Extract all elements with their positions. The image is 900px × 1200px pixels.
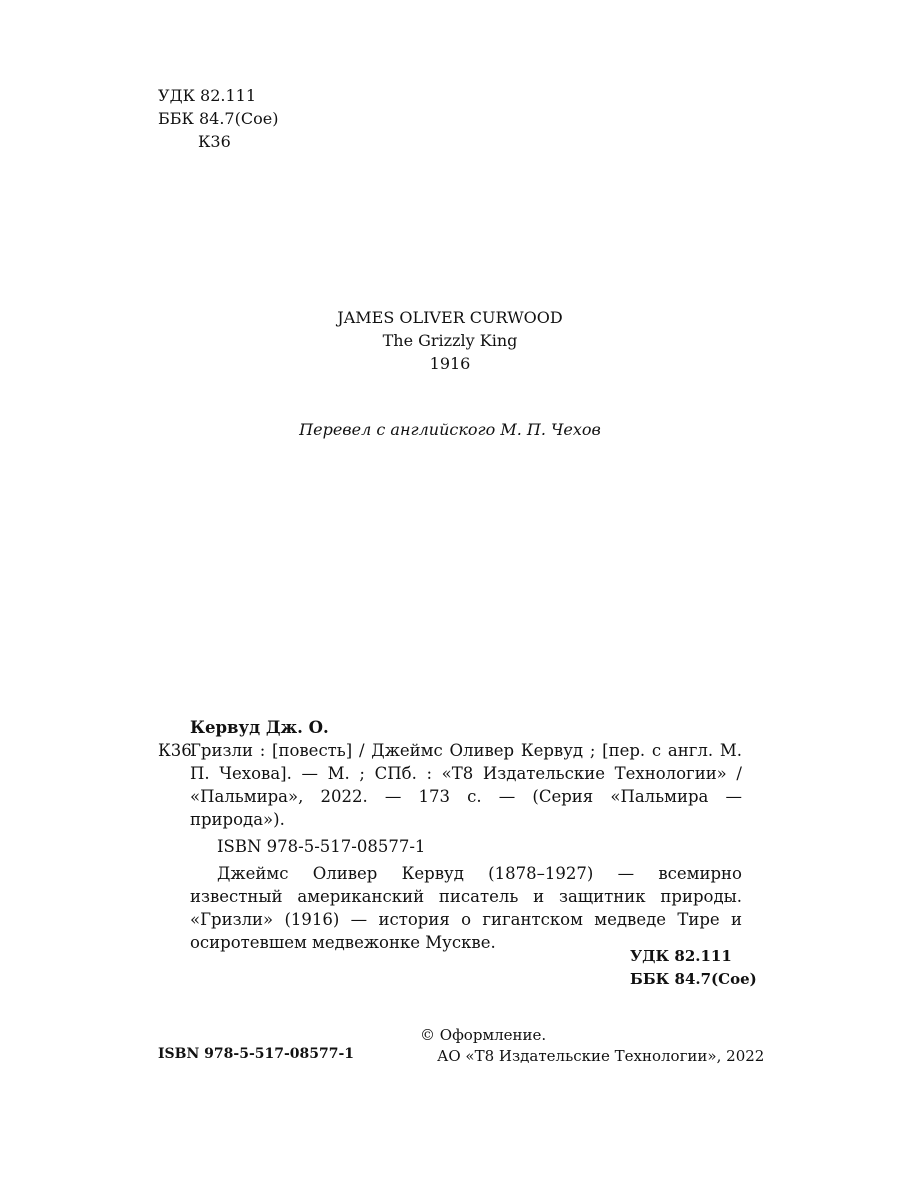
original-edition-block	[0, 306, 900, 375]
translator-credit: Перевел с английского М. П. Чехов	[299, 420, 601, 439]
record-isbn: ISBN 978-5-517-08577-1	[217, 837, 426, 856]
record-bbk: ББК 84.7(Сое)	[630, 970, 757, 988]
bbk-code: ББК 84.7(Сое)	[158, 109, 279, 128]
bottom-isbn: ISBN 978-5-517-08577-1	[158, 1046, 355, 1062]
annotation: Джеймс Оливер Кервуд (1878–1927) — всемирно известный американский писатель и защитник природы. «Гризли» (1916) — история о гигантском медведе Тире и осиротевшем медвежонке Мускве.	[190, 864, 742, 952]
copyright-notice	[420, 1025, 764, 1067]
udk-code: УДК 82.111	[158, 86, 257, 105]
original-year: 1916	[429, 354, 471, 373]
bibliographic-description: Гризли : [повесть] / Джеймс Оливер Кервуд ; [пер. с англ. М. П. Чехова]. — М. ; СПб. : «Т8 Издательские Технологии» / «Пальмира», 2022. — 173 с. — (Серия «Пальмира — природа»).	[190, 741, 742, 829]
author-mark: К36	[198, 132, 231, 151]
author-heading: Кервуд Дж. О.	[190, 718, 329, 737]
copyright-line-2: АО «Т8 Издательские Технологии», 2022	[437, 1047, 765, 1065]
bibliographic-record	[158, 716, 742, 954]
original-author: JAMES OLIVER CURWOOD	[337, 308, 563, 327]
entry-author-mark: К36	[158, 741, 192, 760]
copyright-line-1: © Оформление.	[420, 1026, 547, 1044]
record-classification-codes	[630, 945, 757, 991]
original-title: The Grizzly King	[382, 331, 518, 350]
library-codes	[158, 84, 278, 153]
bibliographic-entry	[158, 739, 742, 831]
record-udk: УДК 82.111	[630, 947, 732, 965]
